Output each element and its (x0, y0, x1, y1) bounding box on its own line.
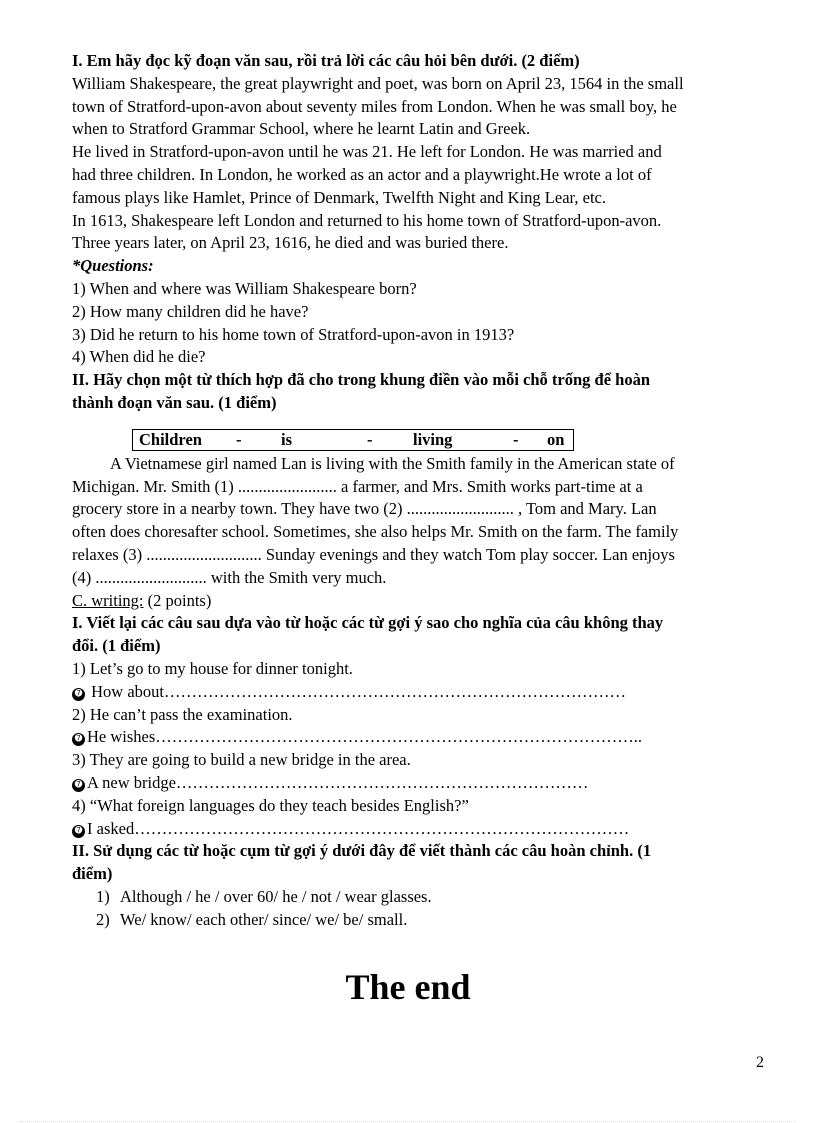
word-box-dash: - (513, 429, 519, 449)
question-list (72, 278, 762, 369)
cloze-passage (72, 453, 762, 590)
page-number: 2 (756, 1054, 764, 1071)
answer-prompt: He wishes…………………………………………………………………………….. (87, 727, 643, 747)
answer-prompt: I asked……………………………………………………………………………… (87, 818, 630, 838)
questions-label: *Questions: (72, 256, 154, 276)
word-box-word: living (413, 429, 453, 449)
writing-label: C. writing: (72, 590, 144, 610)
section2-heading: II. Hãy chọn một từ thích hợp đã cho trong khung điền vào mỗi chỗ trống để hoàn (72, 370, 650, 390)
arrow-icon: ➐ (72, 825, 85, 838)
passage-line: when to Stratford Grammar School, where he learnt Latin and Greek. (72, 119, 531, 139)
writing-part2-heading-cont: điểm) (72, 864, 113, 884)
question-item: 1) When and where was William Shakespeare born? (72, 278, 417, 298)
word-box-dash: - (367, 429, 373, 449)
answer-prompt: How about………………………………………………………………………… (87, 681, 626, 701)
rewrite-sentence: 4) “What foreign languages do they teach besides English?” (72, 795, 469, 815)
passage-line: Michigan. Mr. Smith (1) ........................ a farmer, and Mrs. Smith works part-time at a (72, 476, 643, 496)
arrow-icon: ➐ (72, 733, 85, 746)
writing-part2-heading: II. Sử dụng các từ hoặc cụm từ gợi ý dưới đây để viết thành các câu hoàn chỉnh. (1 (72, 841, 652, 861)
section1-heading: I. Em hãy đọc kỹ đoạn văn sau, rồi trả lời các câu hỏi bên dưới. (2 điểm) (72, 51, 580, 70)
sentence-build-list (72, 886, 762, 932)
list-text: Although / he / over 60/ he / not / wear glasses. (120, 886, 432, 906)
arrow-icon: ➐ (72, 688, 85, 701)
list-number: 1) (96, 886, 110, 906)
list-item (72, 909, 762, 932)
question-item: 2) How many children did he have? (72, 301, 309, 321)
writing-title (72, 590, 762, 613)
rewrite-answer (72, 681, 762, 704)
arrow-icon: ➐ (72, 779, 85, 792)
word-box-word: on (547, 429, 565, 449)
word-box-dash: - (236, 429, 242, 449)
word-box-word: Children (139, 429, 202, 449)
writing-part1-heading-cont: đổi. (1 điểm) (72, 636, 161, 656)
answer-prompt: A new bridge………………………………………………………………… (87, 772, 589, 792)
passage-line: grocery store in a nearby town. They have two (2) .......................... , Tom and Mary. Lan (72, 499, 657, 519)
rewrite-answer (72, 818, 762, 841)
passage-line: town of Stratford-upon-avon about seventy miles from London. When he was small boy, he (72, 96, 677, 116)
passage-line: had three children. In London, he worked as an actor and a playwright.He wrote a lot of (72, 164, 652, 184)
passage-line: (4) ........................... with the Smith very much. (72, 567, 387, 587)
list-text: We/ know/ each other/ since/ we/ be/ small. (120, 909, 408, 929)
passage-line: A Vietnamese girl named Lan is living with the Smith family in the American state of (110, 453, 675, 473)
writing-points: (2 points) (147, 590, 212, 610)
list-number: 2) (96, 909, 110, 929)
passage-line: often does choresafter school. Sometimes, she also helps Mr. Smith on the farm. The family (72, 522, 679, 542)
passage-line: William Shakespeare, the great playwright and poet, was born on April 23, 1564 in the small (72, 73, 684, 93)
document-page (72, 50, 762, 931)
rewrite-sentence: 1) Let’s go to my house for dinner tonight. (72, 658, 353, 678)
passage-line: He lived in Stratford-upon-avon until he was 21. He left for London. He was married and (72, 142, 662, 162)
passage-line: Three years later, on April 23, 1616, he died and was buried there. (72, 233, 509, 253)
section2-heading-cont: thành đoạn văn sau. (1 điểm) (72, 392, 277, 412)
rewrite-sentence: 3) They are going to build a new bridge in the area. (72, 750, 411, 770)
rewrite-sentence: 2) He can’t pass the examination. (72, 704, 293, 724)
passage-line: famous plays like Hamlet, Prince of Denmark, Twelfth Night and King Lear, etc. (72, 187, 606, 207)
the-end-title: The end (345, 967, 471, 1007)
word-box-word: is (281, 429, 293, 449)
rewrite-list (72, 658, 762, 840)
reading-passage (72, 73, 762, 255)
word-box (132, 429, 574, 451)
question-item: 3) Did he return to his home town of Stratford-upon-avon in 1913? (72, 324, 515, 344)
page-bottom-rule (20, 1121, 796, 1122)
question-item: 4) When did he die? (72, 347, 206, 367)
list-item (72, 886, 762, 909)
rewrite-answer (72, 726, 762, 749)
passage-line: In 1613, Shakespeare left London and returned to his home town of Stratford-upon-avon. (72, 210, 662, 230)
writing-part1-heading: I. Viết lại các câu sau dựa vào từ hoặc các từ gợi ý sao cho nghĩa của câu không thay (72, 613, 664, 633)
passage-line: relaxes (3) ............................ Sunday evenings and they watch Tom play soccer. Lan enjoys (72, 544, 675, 564)
rewrite-answer (72, 772, 762, 795)
